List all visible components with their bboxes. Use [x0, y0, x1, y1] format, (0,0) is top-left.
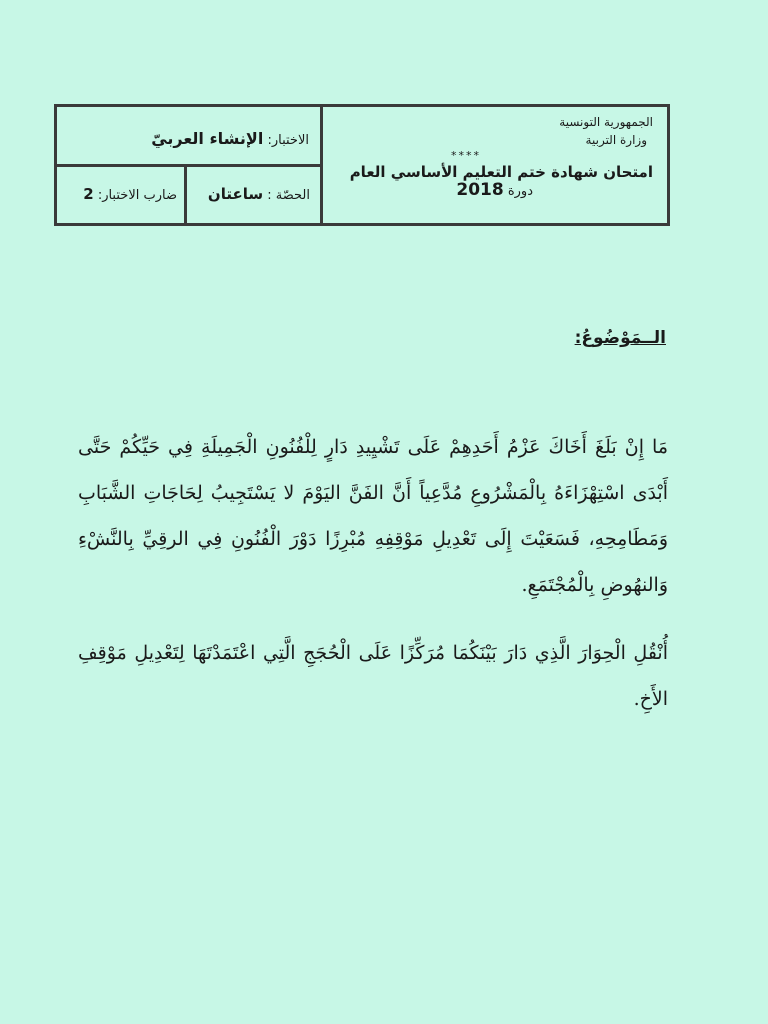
coefficient-cell: [57, 167, 187, 223]
coefficient-line: [83, 185, 177, 203]
duration-label: الحصّة :: [267, 188, 310, 203]
duration-line: [208, 185, 310, 203]
topic-paragraph-2: أُنْقُلِ الْحِوَارَ الَّذِي دَارَ بَيْنَكُمَا مُرَكِّزًا عَلَى الْحُجَجِ الَّتِي اعْتَمَدْتَهَا لِتَعْدِيلِ مَوْقِفِ الأَخِ.: [78, 642, 668, 710]
exam-name: امتحان شهادة ختم التعليم الأساسي العام: [349, 163, 653, 181]
topic-title: الــمَوْضُوعُ:: [574, 328, 666, 348]
subject-line: [151, 129, 309, 148]
duration-cell: [184, 167, 320, 223]
subject-value: الإنشاء العربيّ: [151, 129, 264, 148]
topic-paragraph-1: مَا إِنْ بَلَغَ أَخَاكَ عَزْمُ أَحَدِهِمْ عَلَى تَشْيِيدِ دَارٍ لِلْفُنُونِ الْجَمِيلَةِ فِي حَيِّكُمْ حَتَّى أَبْدَى اسْتِهْزَاءَهُ بِالْمَشْرُوعِ مُدَّعِياً أَنَّ الفَنَّ اليَوْمَ لا يَسْتَجِيبُ لِحَاجَاتِ الشَّبَابِ وَمَطَامِحِهِ، فَسَعَيْتَ إِلَى تَعْدِيلِ مَوْقِفِهِ مُبْرِزًا دَوْرَ الْفُنُونِ فِي الرقِيِّ بِالنَّشْءِ وَالنهُوضِ بِالْمُجْتَمَعِ.: [78, 436, 668, 596]
session-label: دورة: [507, 184, 533, 199]
duration-value: ساعتان: [207, 185, 264, 203]
stars-separator: ****: [451, 149, 481, 162]
exam-header-table: [54, 104, 670, 226]
subject-cell: [57, 107, 323, 167]
subject-label: الاختبار:: [267, 133, 309, 148]
ministry-cell: [320, 107, 667, 223]
coefficient-label: ضارب الاختبار:: [97, 188, 177, 203]
session-year: 2018: [456, 180, 504, 200]
coefficient-value: 2: [83, 185, 94, 203]
ministry-label: وزارة التربية: [585, 133, 647, 147]
republic-label: الجمهورية التونسية: [559, 115, 653, 129]
session-line: [333, 181, 653, 201]
